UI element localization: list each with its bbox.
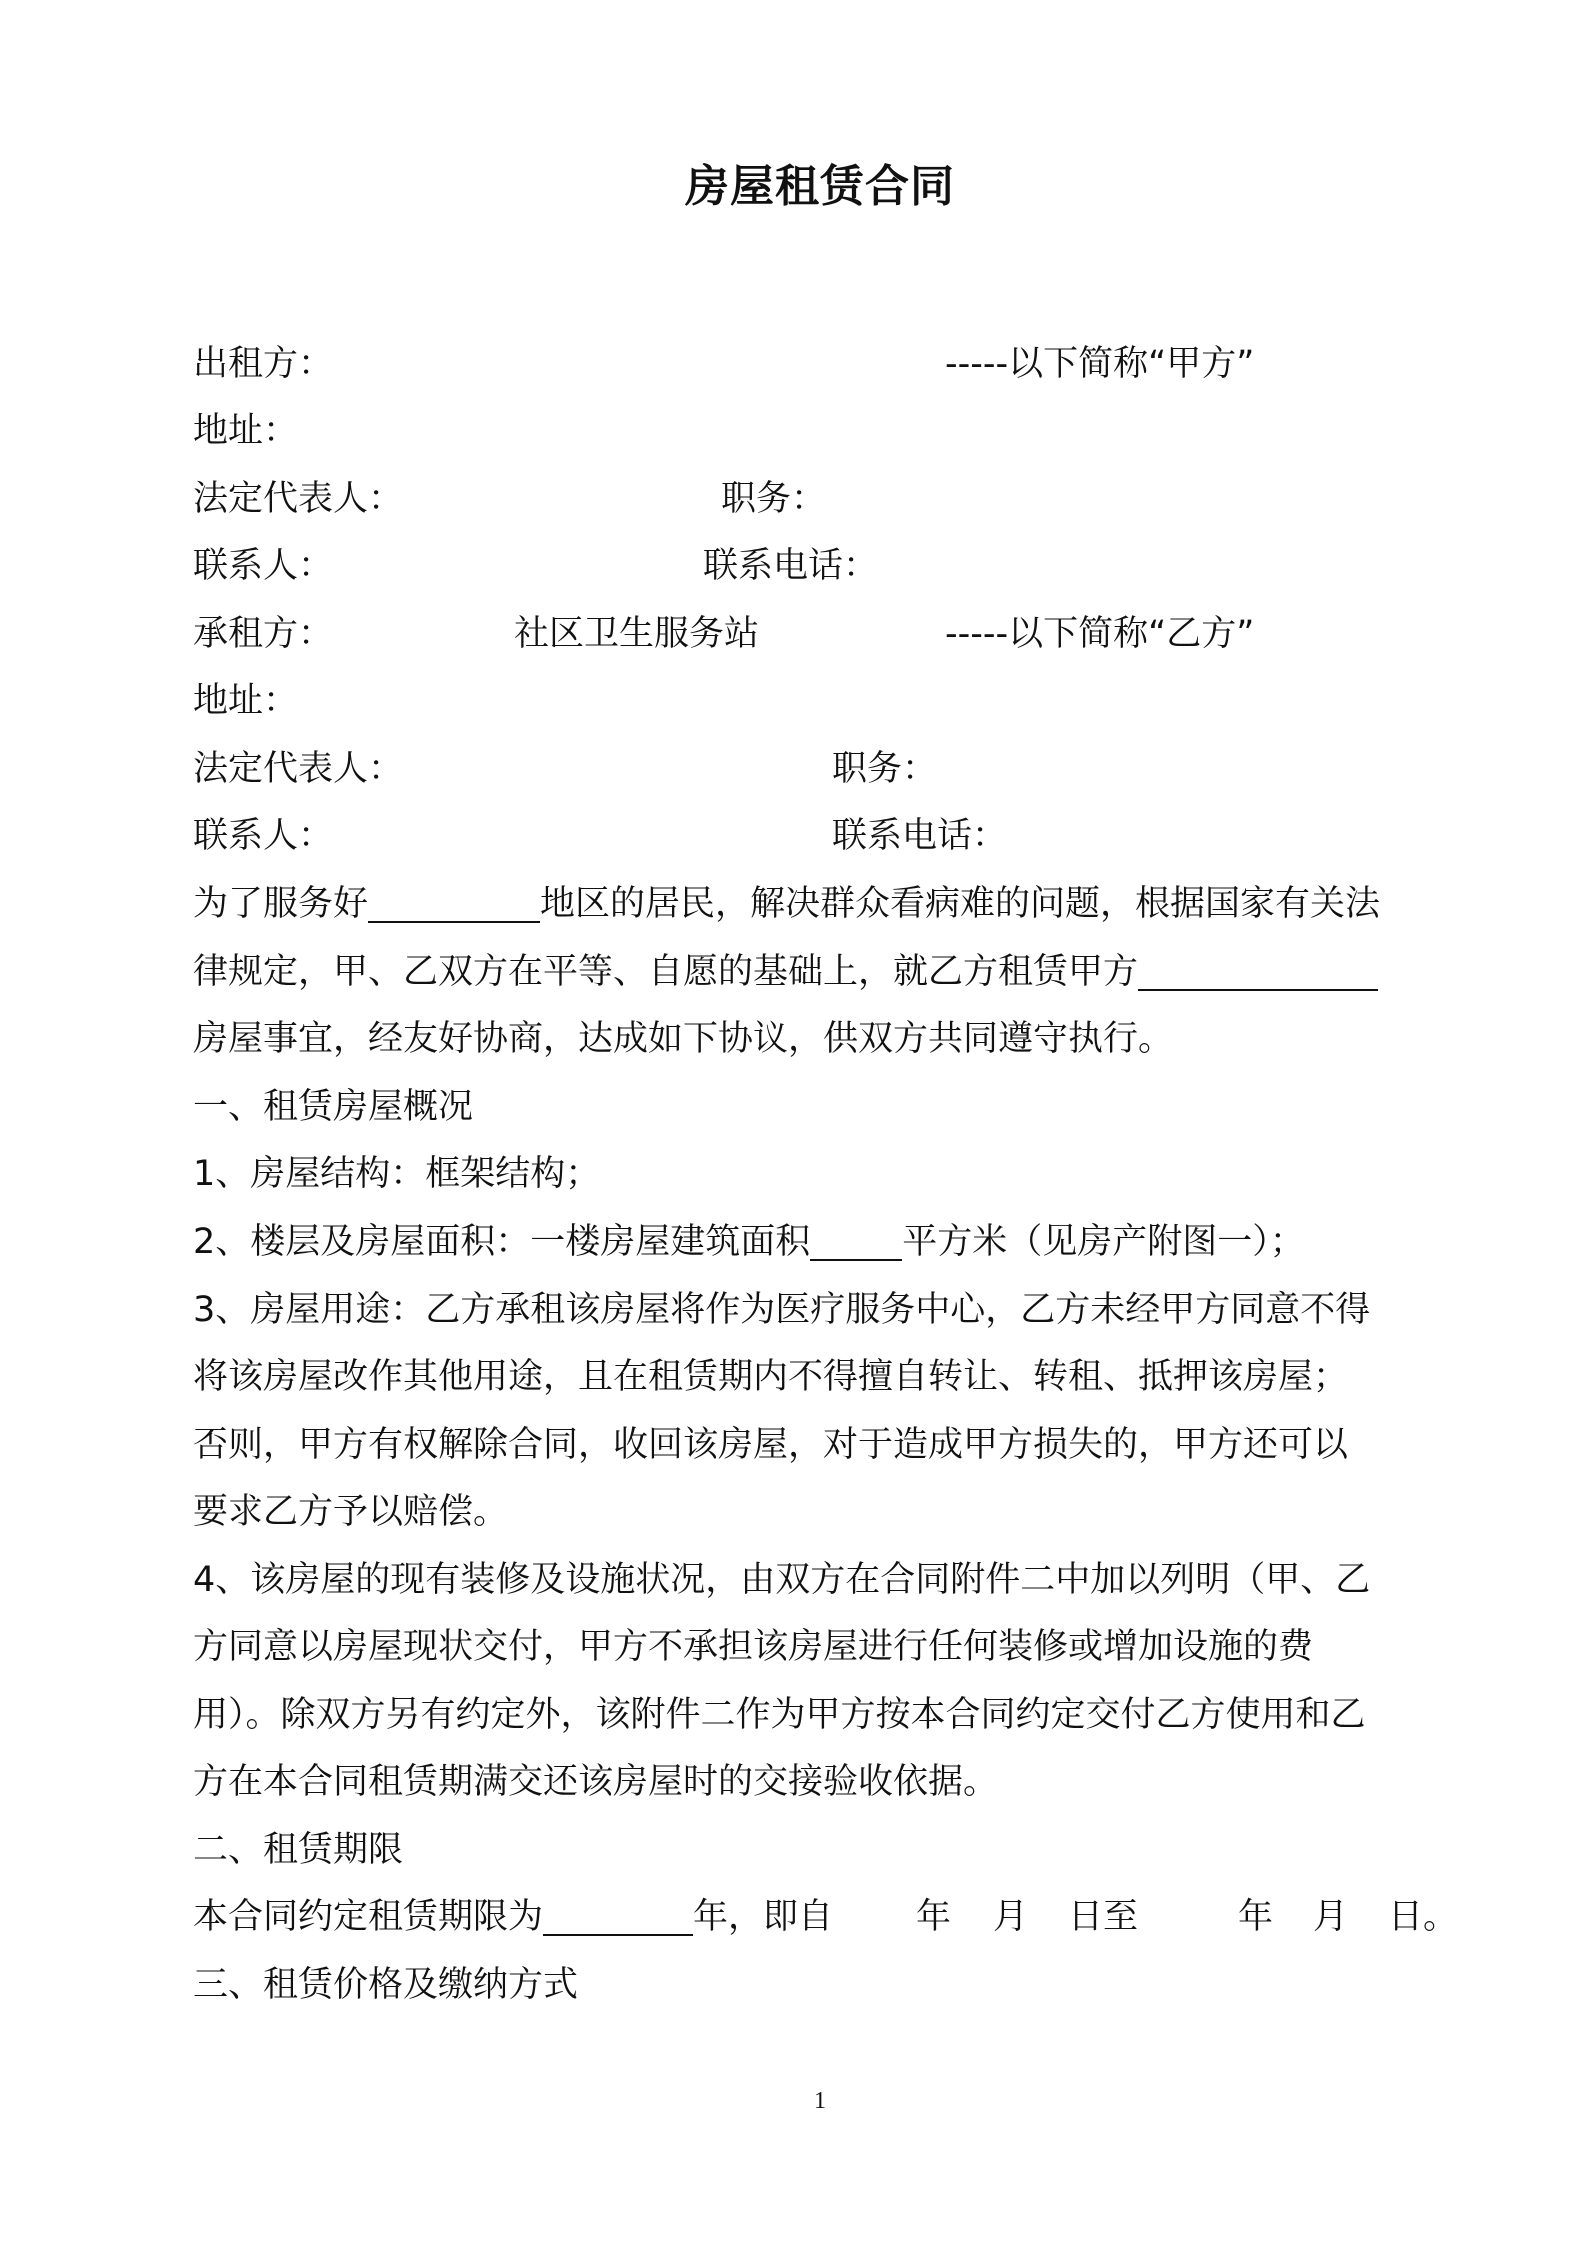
page-number: 1 xyxy=(814,2088,826,2114)
party-a-alias: -----以下简称“甲方” xyxy=(945,344,1255,384)
preamble-text: 为了服务好 xyxy=(193,884,369,924)
clause-1-3-line-3: 否则，甲方有权解除合同，收回该房屋，对于造成甲方损失的，甲方还可以 xyxy=(193,1425,1349,1465)
term-years-blank xyxy=(543,1898,693,1936)
party-b-position-label: 职务： xyxy=(832,749,938,789)
clause-1-4-line-2: 方同意以房屋现状交付，甲方不承担该房屋进行任何装修或增加设施的费 xyxy=(193,1627,1314,1667)
clause-1-1: 1、房屋结构：框架结构； xyxy=(193,1154,601,1194)
document-title: 房屋租赁合同 xyxy=(685,161,955,212)
clause-1-4-line-1: 4、该房屋的现有装修及设施状况，由双方在合同附件二中加以列明（甲、乙 xyxy=(193,1560,1371,1600)
clause-1-2 xyxy=(193,1219,1305,1265)
lessee-name: 社区卫生服务站 xyxy=(514,614,760,654)
clause-1-4-line-4: 方在本合同租赁期满交还该房屋时的交接验收依据。 xyxy=(193,1762,999,1802)
party-a-phone-label: 联系电话： xyxy=(703,546,879,586)
lessor-label: 出租方： xyxy=(193,344,334,384)
party-a-legal-rep-label: 法定代表人： xyxy=(193,479,404,519)
district-blank xyxy=(368,885,540,923)
lessee-label: 承租方： xyxy=(193,614,334,654)
clause-1-3-line-2: 将该房屋改作其他用途，且在租赁期内不得擅自转让、转租、抵押该房屋； xyxy=(193,1357,1349,1397)
clause-1-4-line-3: 用）。除双方另有约定外，该附件二作为甲方按本合同约定交付乙方使用和乙 xyxy=(193,1695,1366,1735)
party-b-contact-label: 联系人： xyxy=(193,816,334,856)
preamble-line-3: 房屋事宜，经友好协商，达成如下协议，供双方共同遵守执行。 xyxy=(193,1019,1174,1059)
term-text: 本合同约定租赁期限为 xyxy=(193,1897,544,1937)
party-b-legal-rep-label: 法定代表人： xyxy=(193,749,404,789)
clause-1-3-line-4: 要求乙方予以赔偿。 xyxy=(193,1492,509,1532)
party-a-position-label: 职务： xyxy=(721,479,827,519)
clause-text: 平方米（见房产附图一）； xyxy=(902,1222,1305,1262)
party-a-contact-label: 联系人： xyxy=(193,546,334,586)
clause-text: 2、楼层及房屋面积：一楼房屋建筑面积 xyxy=(193,1222,811,1262)
term-line xyxy=(193,1894,833,1940)
preamble-line-1 xyxy=(193,881,1380,927)
preamble-line-2 xyxy=(193,949,1378,995)
party-b-alias: -----以下简称“乙方” xyxy=(945,614,1255,654)
preamble-text: 律规定，甲、乙双方在平等、自愿的基础上，就乙方租赁甲方 xyxy=(193,952,1139,992)
preamble-text: 地区的居民，解决群众看病难的问题，根据国家有关法 xyxy=(540,884,1381,924)
party-b-phone-label: 联系电话： xyxy=(832,816,1008,856)
party-a-address-label: 地址： xyxy=(193,411,299,451)
term-text: 年，即自 xyxy=(693,1897,834,1937)
end-day-label: 日。 xyxy=(1388,1897,1459,1937)
party-b-address-label: 地址： xyxy=(193,681,299,721)
section-3-heading: 三、租赁价格及缴纳方式 xyxy=(193,1965,579,2005)
end-month-label: 月 xyxy=(1313,1897,1349,1937)
start-year-label: 年 xyxy=(916,1897,952,1937)
clause-1-3-line-1: 3、房屋用途：乙方承租该房屋将作为医疗服务中心，乙方未经甲方同意不得 xyxy=(193,1290,1371,1330)
section-2-heading: 二、租赁期限 xyxy=(193,1830,404,1870)
end-year-label: 年 xyxy=(1238,1897,1274,1937)
start-month-label: 月 xyxy=(993,1897,1029,1937)
start-day-label: 日至 xyxy=(1068,1897,1139,1937)
area-blank xyxy=(810,1223,902,1261)
premises-blank xyxy=(1138,953,1378,991)
section-1-heading: 一、租赁房屋概况 xyxy=(193,1087,474,1127)
